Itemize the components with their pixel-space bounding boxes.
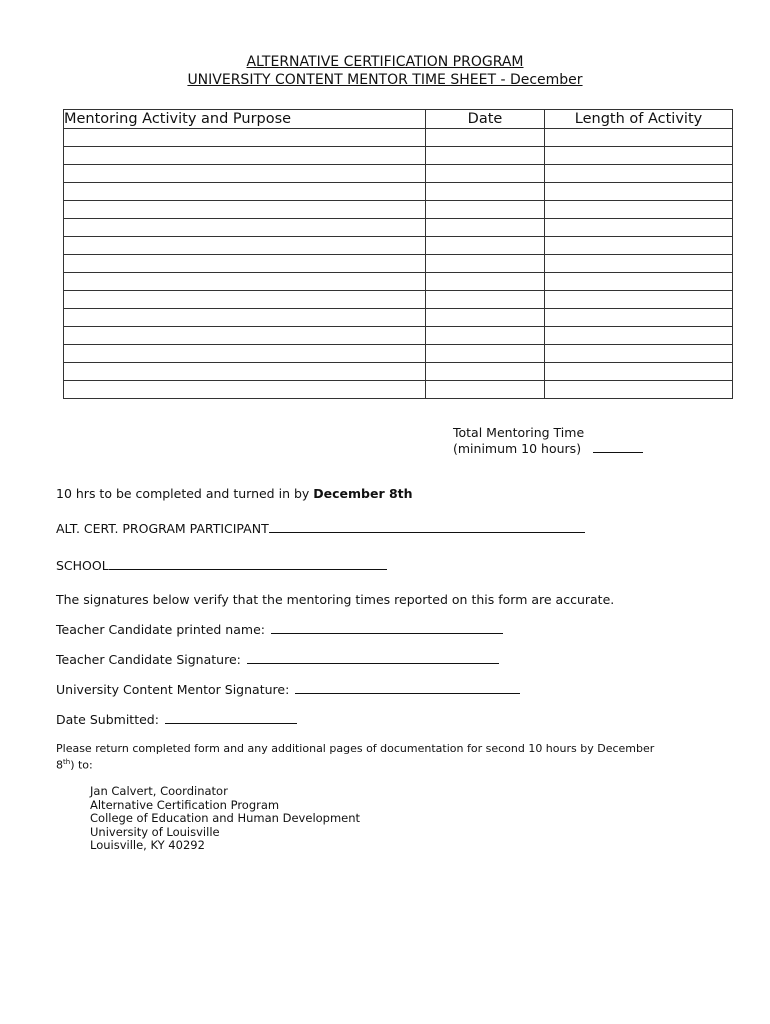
table-row — [64, 129, 733, 147]
table-row — [64, 255, 733, 273]
form-title: ALTERNATIVE CERTIFICATION PROGRAM — [246, 54, 524, 70]
return-instructions-line1: Please return completed form and any additional pages of documentation for second 10 hours by December — [56, 742, 655, 755]
table-row — [64, 201, 733, 219]
total-time-minimum-text: (minimum 10 hours) — [453, 441, 582, 456]
activity-cell[interactable] — [64, 129, 426, 147]
length-cell[interactable] — [545, 273, 733, 291]
date-cell[interactable] — [426, 201, 545, 219]
date-cell[interactable] — [426, 291, 545, 309]
date-cell[interactable] — [426, 309, 545, 327]
length-cell[interactable] — [545, 219, 733, 237]
table-row — [64, 273, 733, 291]
date-cell[interactable] — [426, 183, 545, 201]
address-line: University of Louisville — [90, 824, 220, 839]
activity-cell[interactable] — [64, 219, 426, 237]
length-cell[interactable] — [545, 147, 733, 165]
activity-cell[interactable] — [64, 291, 426, 309]
participant-row — [56, 521, 585, 537]
table-row — [64, 381, 733, 399]
date-cell[interactable] — [426, 147, 545, 165]
activity-cell[interactable] — [64, 237, 426, 255]
date-cell[interactable] — [426, 219, 545, 237]
address-line: Alternative Certification Program — [90, 797, 280, 812]
candidate-signature-row — [56, 652, 499, 668]
activity-cell[interactable] — [64, 165, 426, 183]
column-header-date: Date — [426, 110, 545, 129]
school-row — [56, 558, 387, 574]
activity-cell[interactable] — [64, 273, 426, 291]
activity-cell[interactable] — [64, 147, 426, 165]
address-line: Louisville, KY 40292 — [90, 838, 205, 853]
printed-name-label: Teacher Candidate printed name: — [56, 622, 265, 637]
table-row — [64, 237, 733, 255]
participant-field[interactable] — [269, 531, 585, 533]
column-header-length: Length of Activity — [545, 110, 733, 129]
table-row — [64, 291, 733, 309]
date-cell[interactable] — [426, 237, 545, 255]
deadline-note — [56, 486, 413, 502]
address-line: College of Education and Human Development — [90, 811, 361, 826]
length-cell[interactable] — [545, 255, 733, 273]
date-cell[interactable] — [426, 255, 545, 273]
deadline-text: 10 hrs to be completed and turned in by — [56, 486, 314, 501]
school-field[interactable] — [109, 568, 387, 570]
candidate-signature-field[interactable] — [247, 662, 499, 664]
date-cell[interactable] — [426, 327, 545, 345]
total-time-minimum — [453, 441, 643, 457]
table-row — [64, 219, 733, 237]
length-cell[interactable] — [545, 183, 733, 201]
activity-cell[interactable] — [64, 363, 426, 381]
verify-statement: The signatures below verify that the mentoring times reported on this form are accurate. — [56, 592, 615, 607]
table-row — [64, 345, 733, 363]
mailing-address — [90, 785, 360, 853]
date-submitted-row — [56, 712, 297, 728]
participant-label: ALT. CERT. PROGRAM PARTICIPANT — [56, 521, 269, 536]
length-cell[interactable] — [545, 201, 733, 219]
date-cell[interactable] — [426, 345, 545, 363]
printed-name-row — [56, 622, 503, 638]
activity-cell[interactable] — [64, 183, 426, 201]
length-cell[interactable] — [545, 291, 733, 309]
return-date-suffix: th — [63, 757, 71, 766]
return-instructions — [56, 742, 654, 772]
activity-cell[interactable] — [64, 327, 426, 345]
date-submitted-field[interactable] — [165, 722, 297, 724]
date-cell[interactable] — [426, 363, 545, 381]
return-date-day: 8 — [56, 758, 63, 772]
return-to-text: ) to: — [70, 758, 93, 772]
table-row — [64, 165, 733, 183]
school-label: SCHOOL — [56, 558, 109, 573]
deadline-date: December 8th — [313, 486, 413, 501]
form-subtitle: UNIVERSITY CONTENT MENTOR TIME SHEET - December — [187, 72, 583, 88]
length-cell[interactable] — [545, 309, 733, 327]
date-cell[interactable] — [426, 129, 545, 147]
length-cell[interactable] — [545, 129, 733, 147]
date-cell[interactable] — [426, 273, 545, 291]
length-cell[interactable] — [545, 381, 733, 399]
activity-cell[interactable] — [64, 309, 426, 327]
address-line: Jan Calvert, Coordinator — [90, 784, 228, 798]
length-cell[interactable] — [545, 327, 733, 345]
total-time-label: Total Mentoring Time — [453, 425, 585, 440]
length-cell[interactable] — [545, 363, 733, 381]
length-cell[interactable] — [545, 165, 733, 183]
column-header-activity: Mentoring Activity and Purpose — [64, 110, 426, 129]
table-row — [64, 363, 733, 381]
date-submitted-label: Date Submitted: — [56, 712, 159, 727]
table-row — [64, 327, 733, 345]
activity-cell[interactable] — [64, 381, 426, 399]
table-row — [64, 183, 733, 201]
table-row — [64, 309, 733, 327]
activity-cell[interactable] — [64, 255, 426, 273]
candidate-signature-label: Teacher Candidate Signature: — [56, 652, 241, 667]
mentor-signature-field[interactable] — [295, 692, 520, 694]
table-row — [64, 147, 733, 165]
activity-cell[interactable] — [64, 345, 426, 363]
total-time-field[interactable] — [593, 451, 643, 453]
return-instructions-line2 — [56, 756, 654, 772]
activity-cell[interactable] — [64, 201, 426, 219]
mentor-signature-label: University Content Mentor Signature: — [56, 682, 290, 697]
length-cell[interactable] — [545, 345, 733, 363]
length-cell[interactable] — [545, 237, 733, 255]
mentor-signature-row — [56, 682, 520, 698]
table-header-row — [64, 110, 733, 129]
mentoring-log-table — [63, 109, 733, 399]
date-cell[interactable] — [426, 165, 545, 183]
printed-name-field[interactable] — [271, 632, 503, 634]
date-cell[interactable] — [426, 381, 545, 399]
